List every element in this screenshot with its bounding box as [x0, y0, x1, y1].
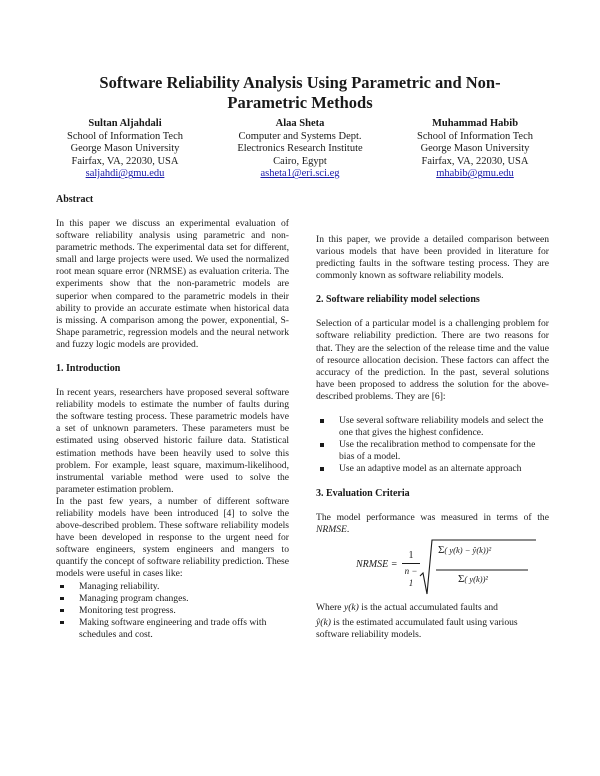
- author-2: [215, 118, 385, 181]
- author-institution: George Mason University: [70, 143, 180, 155]
- intro-paragraph-2: In the past few years, a number of different software reliability models have been introduced [4] to solve the above-described problem. These software reliability models have been developed in response to the urgent need for software engineers, system engineers and mangers to quantify the concept of software reliability prediction. These models were useful in cases like:: [56, 495, 289, 580]
- author-location: Fairfax, VA, 22030, USA: [71, 155, 179, 167]
- intro-paragraph-1: In recent years, researchers have proposed several software reliability models to estimate the number of faults during the software testing process. These parametric models have a set of unknown parameters. These parameters must be estimated using observed historic failure data. Statistical estimation methods have been heavily used to solve this problem. For example, least square, maximum-likelihood, instrumental variable method were used to solve the parameter estimation problem.: [56, 387, 289, 495]
- author-3: [390, 118, 560, 181]
- where-line-1: Where y(k) is the actual accumulated faults and: [316, 601, 498, 613]
- list-item: Use the recalibration method to compensate for the bias of a model.: [316, 439, 549, 463]
- left-column: [56, 194, 289, 641]
- author-name: Alaa Sheta: [275, 118, 325, 129]
- author-email-link[interactable]: mhabib@gmu.edu: [436, 168, 514, 180]
- author-email-link[interactable]: saljahdi@gmu.edu: [85, 168, 165, 180]
- author-affiliation: School of Information Tech: [66, 130, 183, 142]
- author-institution: Electronics Research Institute: [237, 143, 363, 155]
- author-block: [40, 118, 560, 181]
- list-item: Managing reliability.: [56, 581, 289, 593]
- author-location: Cairo, Egypt: [273, 155, 327, 167]
- section2-bullet-list: [316, 415, 549, 475]
- formula-numerator: Σ( y(k) − ŷ(k))²: [438, 543, 492, 556]
- author-affiliation: Computer and Systems Dept.: [238, 130, 362, 142]
- list-item: Managing program changes.: [56, 593, 289, 605]
- section3-paragraph: The model performance was measured in terms of the NRMSE.: [316, 511, 549, 535]
- nrmse-formula: [316, 536, 549, 602]
- author-email-link[interactable]: asheta1@eri.sci.eg: [260, 168, 340, 180]
- author-name: Sultan Aljahdali: [88, 118, 162, 129]
- section-heading-introduction: 1. Introduction: [56, 363, 121, 375]
- list-item: Monitoring test progress.: [56, 605, 289, 617]
- intro-paragraph-3: In this paper, we provide a detailed comparison between various models that have been provided in literature for predicting faults in the software testing process. They are commonly known as software reliability models.: [316, 234, 549, 282]
- author-location: Fairfax, VA, 22030, USA: [421, 155, 529, 167]
- author-1: [40, 118, 210, 181]
- author-name: Muhammad Habib: [431, 118, 519, 129]
- right-column: [316, 234, 549, 641]
- formula-coefficient: 1 n − 1: [402, 550, 420, 589]
- author-affiliation: School of Information Tech: [416, 130, 533, 142]
- section-heading-model-selection: 2. Software reliability model selections: [316, 294, 480, 306]
- where-line-2: ŷ(k) is the estimated accumulated fault using various software reliability models.: [316, 616, 518, 640]
- paper-title: Software Reliability Analysis Using Parametric and Non-Parametric Methods: [99, 73, 501, 112]
- abstract-text: In this paper we discuss an experimental evaluation of software reliability analysis using parametric and non-parametric methods. The experimental data set for different, small and large projects were used. We used the normalized root mean square error (NRMSE) as evaluation criteria. The experiments show that the non-parametric models are superior when compared to the parametric models in their ability to provide an accurate estimate when historical data is missing. A comparison among the power, exponential, S-Shape parametric, regression models and the neural network and fuzzy logic models are provided.: [56, 218, 289, 350]
- list-item: Making software engineering and trade offs with schedules and cost.: [56, 617, 289, 641]
- formula-denominator: Σ( y(k))²: [458, 572, 488, 585]
- list-item: Use several software reliability models and select the one that gives the highest confidence.: [316, 415, 549, 439]
- section-heading-evaluation: 3. Evaluation Criteria: [316, 487, 410, 499]
- abstract-heading: Abstract: [56, 194, 94, 205]
- nrmse-term: NRMSE: [316, 523, 347, 535]
- author-institution: George Mason University: [420, 143, 530, 155]
- section2-paragraph: Selection of a particular model is a challenging problem for software reliability prediction. There are two reasons for that. They are the selection of the release time and the value of resource allocation decision. These factors can affect the accuracy of the prediction. In the past, several solutions have been proposed to address the solution for the above-described problems. They are [6]:: [316, 318, 549, 402]
- intro-bullet-list: [56, 581, 289, 641]
- formula-lhs: NRMSE =: [356, 558, 398, 570]
- list-item: Use an adaptive model as an alternate approach: [316, 463, 549, 475]
